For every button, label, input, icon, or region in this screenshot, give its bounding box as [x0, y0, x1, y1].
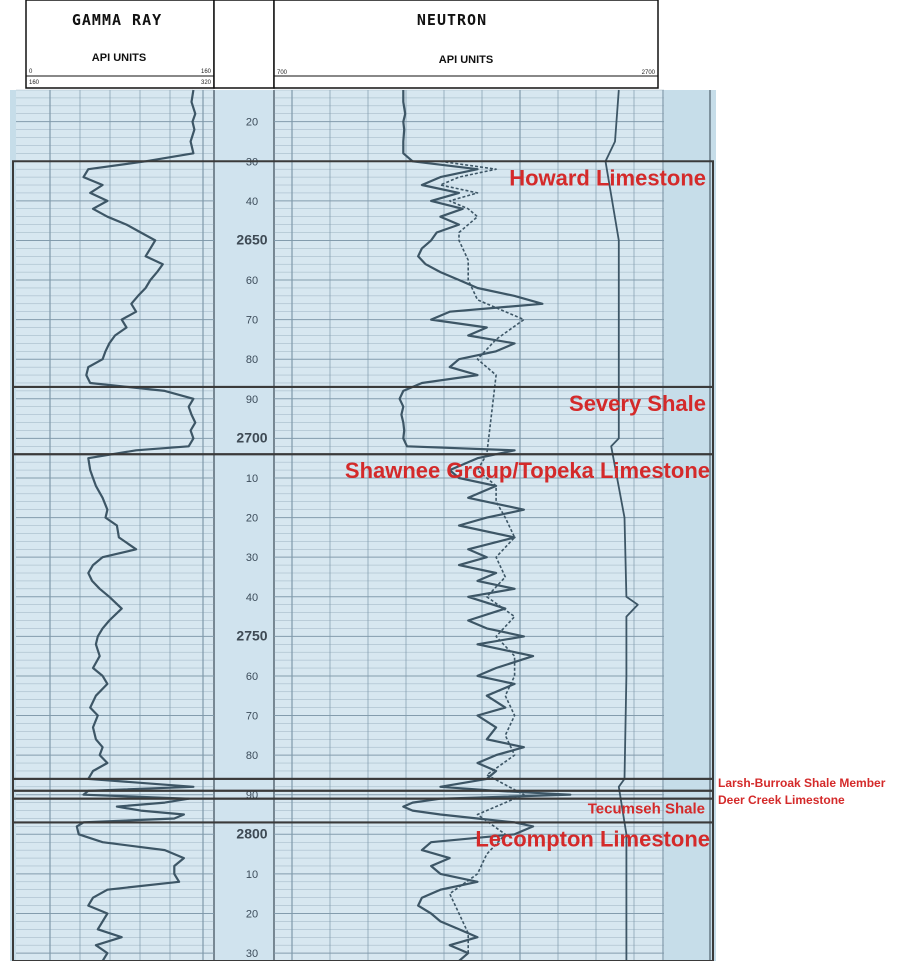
formation-label: Deer Creek Limestone	[718, 792, 845, 807]
formation-label: Shawnee Group/Topeka Limestone	[344, 458, 710, 484]
depth-label: 20	[245, 908, 259, 921]
depth-label: 80	[245, 354, 259, 367]
depth-label: 90	[245, 393, 259, 406]
depth-label: 2650	[236, 231, 268, 248]
formation-label: Larsh-Burroak Shale Member	[718, 775, 886, 790]
formation-label: Severy Shale	[569, 390, 706, 416]
depth-label: 80	[245, 750, 259, 763]
depth-label: 20	[245, 512, 259, 525]
neutron-scale-right: 2700	[641, 70, 655, 76]
depth-label: 30	[245, 552, 259, 565]
depth-label: 70	[245, 314, 259, 327]
depth-label: 2800	[236, 825, 268, 842]
depth-label: 40	[245, 195, 259, 208]
neutron-units: API UNITS	[438, 54, 494, 66]
gamma-ray-units: API UNITS	[91, 52, 147, 64]
gamma-ray-scale2-right: 320	[200, 80, 211, 86]
formation-label: Tecumseh Shale	[587, 800, 705, 818]
gamma-ray-title: GAMMA RAY	[71, 11, 163, 29]
depth-label: 70	[245, 710, 259, 723]
depth-label: 2700	[236, 429, 268, 446]
gamma-ray-scale1-right: 160	[200, 69, 211, 75]
gamma-ray-scale2-left: 160	[29, 80, 40, 86]
depth-label: 30	[245, 156, 259, 169]
depth-label: 10	[245, 868, 259, 881]
formation-label: Howard Limestone	[509, 165, 706, 191]
depth-label: 40	[245, 591, 259, 604]
depth-label: 60	[245, 275, 259, 288]
neutron-title: NEUTRON	[416, 11, 488, 29]
depth-label: 20	[245, 116, 259, 129]
formation-label: Lecompton Limestone	[475, 826, 710, 852]
gamma-ray-scale1-left: 0	[29, 69, 33, 75]
neutron-scale-left: 700	[277, 70, 288, 76]
depth-label: 90	[245, 789, 259, 802]
depth-label: 10	[245, 472, 259, 485]
depth-label: 30	[245, 948, 259, 961]
depth-header-box	[214, 0, 274, 88]
depth-label: 2750	[236, 627, 268, 644]
depth-label: 60	[245, 670, 259, 683]
log-header	[26, 0, 658, 88]
